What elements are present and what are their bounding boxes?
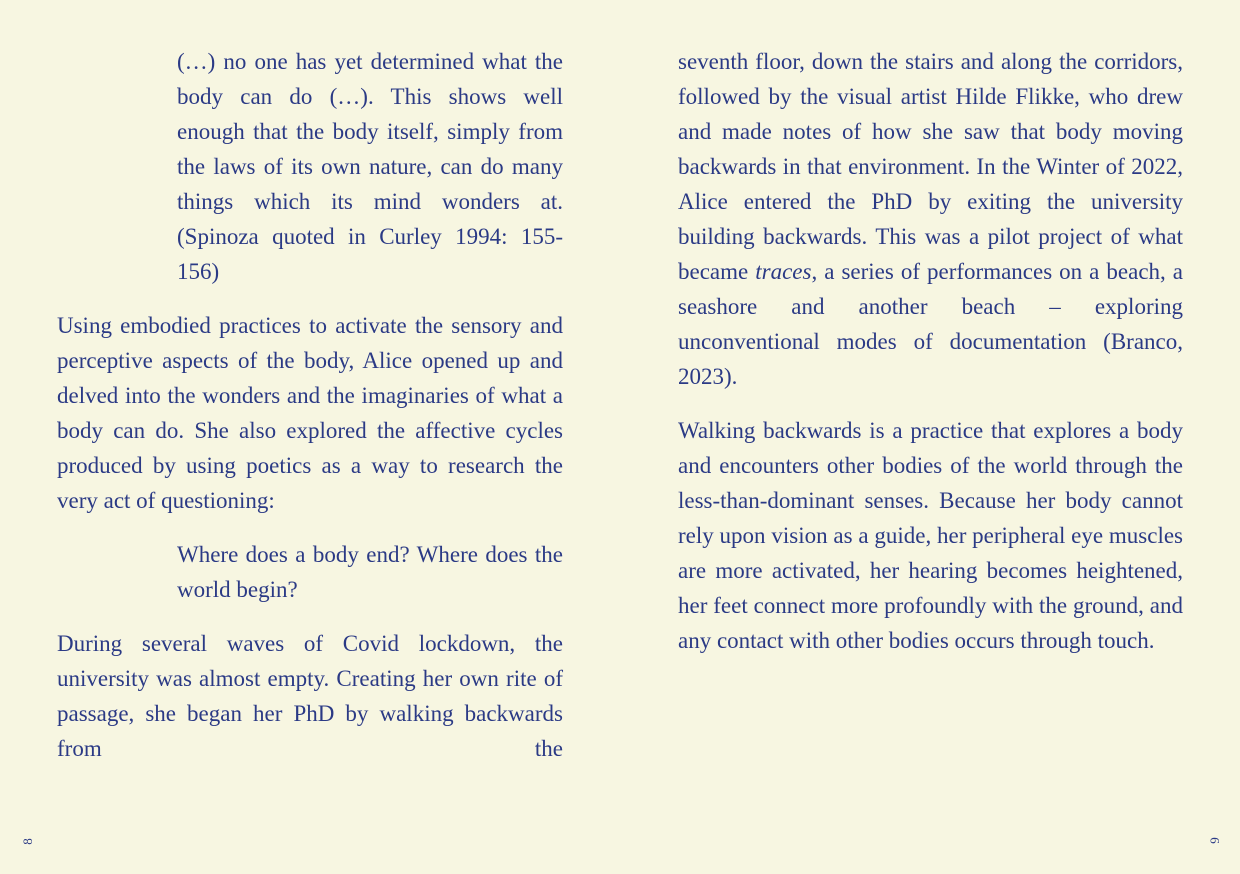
spinoza-block-quote: (…) no one has yet determined what the body can do (…). This shows well enough that the body itself, simply from the laws of its own nature, can do many things which its mind wonders at. (Spinoza quoted in Curley 1994: 155-156) — [177, 49, 563, 284]
right-body-paragraph-1 — [678, 44, 1183, 394]
italic-term-traces: traces — [755, 259, 812, 284]
question-block-quote: Where does a body end? Where does the world begin? — [177, 542, 563, 602]
right-body-paragraph-2: Walking backwards is a practice that explores a body and encounters other bodies of the world through the less-than-dominant senses. Because her body cannot rely upon vision as a guide, her peripheral eye muscles are more activated, her hearing becomes heightened, her feet connect more profoundly with the ground, and any contact with other bodies occurs through touch. — [678, 418, 1183, 653]
page-number-left: 8 — [19, 838, 35, 845]
right-page — [620, 0, 1240, 874]
page-number-right: 9 — [1206, 837, 1222, 844]
left-body-paragraph-2: During several waves of Covid lockdown, the university was almost empty. Creating her own rite of passage, she began her PhD by walking backwards from the — [57, 631, 563, 761]
right-paragraph-1-text-before: seventh floor, down the stairs and along the corridors, followed by the visual artist Hilde Flikke, who drew and made notes of how she saw that body moving backwards in that environment. In the Winter of 2022, Alice entered the PhD by exiting the university building backwards. This was a pilot project of what became — [678, 49, 1183, 284]
left-body-paragraph-1: Using embodied practices to activate the sensory and perceptive aspects of the body, Alice opened up and delved into the wonders and the imaginaries of what a body can do. She also explored the affective cycles produced by using poetics as a way to research the very act of questioning: — [57, 313, 563, 513]
right-paragraph-1-text-after: , a series of performances on a beach, a seashore and another beach – exploring unconventional modes of documentation (Branco, 2023). — [678, 259, 1183, 389]
